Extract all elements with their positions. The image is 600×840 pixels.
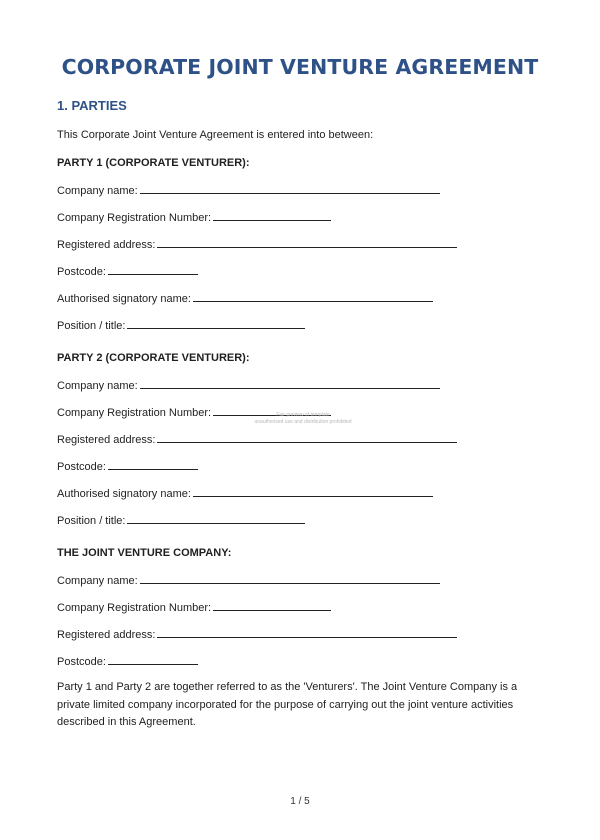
party2-address-row — [57, 432, 457, 447]
jv-registration-row — [57, 600, 331, 615]
party1-company-name-row — [57, 183, 440, 198]
company-name-blank[interactable] — [140, 183, 440, 194]
signatory-name-blank[interactable] — [193, 486, 433, 497]
watermark-text — [248, 412, 358, 426]
document-title: CORPORATE JOINT VENTURE AGREEMENT — [61, 55, 539, 79]
signatory-name-blank[interactable] — [193, 291, 433, 302]
position-title-blank[interactable] — [127, 513, 305, 524]
company-name-blank[interactable] — [140, 378, 440, 389]
jv-company-heading: THE JOINT VENTURE COMPANY: — [57, 547, 232, 559]
field-label: Position / title: — [57, 320, 126, 332]
jv-address-row — [57, 627, 457, 642]
registered-address-blank[interactable] — [157, 432, 457, 443]
section-heading-parties: 1. PARTIES — [57, 98, 127, 113]
field-label: Authorised signatory name: — [57, 293, 191, 305]
party2-signatory-row — [57, 486, 433, 501]
registered-address-blank[interactable] — [157, 627, 457, 638]
registered-address-blank[interactable] — [157, 237, 457, 248]
field-label: Registered address: — [57, 434, 156, 446]
postcode-blank[interactable] — [108, 459, 198, 470]
field-label: Company Registration Number: — [57, 212, 212, 224]
field-label: Position / title: — [57, 515, 126, 527]
postcode-blank[interactable] — [108, 654, 198, 665]
party2-position-row — [57, 513, 305, 528]
party2-heading: PARTY 2 (CORPORATE VENTURER): — [57, 352, 250, 364]
field-label: Company name: — [57, 380, 138, 392]
field-label: Postcode: — [57, 266, 106, 278]
party2-company-name-row — [57, 378, 440, 393]
registration-number-blank[interactable] — [213, 600, 331, 611]
field-label: Registered address: — [57, 629, 156, 641]
company-name-blank[interactable] — [140, 573, 440, 584]
page-number: 1 / 5 — [290, 796, 310, 807]
position-title-blank[interactable] — [127, 318, 305, 329]
postcode-blank[interactable] — [108, 264, 198, 275]
field-label: Postcode: — [57, 656, 106, 668]
field-label: Company name: — [57, 185, 138, 197]
registration-number-blank[interactable] — [213, 210, 331, 221]
field-label: Registered address: — [57, 239, 156, 251]
party1-signatory-row — [57, 291, 433, 306]
watermark-line: Fair preview of template — [276, 412, 330, 418]
party2-postcode-row — [57, 459, 198, 474]
intro-text: This Corporate Joint Venture Agreement is entered into between: — [57, 129, 374, 141]
field-label: Company Registration Number: — [57, 407, 212, 419]
jv-postcode-row — [57, 654, 198, 669]
field-label: Authorised signatory name: — [57, 488, 191, 500]
field-label: Postcode: — [57, 461, 106, 473]
jv-company-name-row — [57, 573, 440, 588]
party1-postcode-row — [57, 264, 198, 279]
closing-paragraph: Party 1 and Party 2 are together referred to as the 'Venturers'. The Joint Venture Company is a private limited company incorporated for the purpose of carrying out the joint venture activities described in this Agreement. — [57, 681, 518, 728]
party1-address-row — [57, 237, 457, 252]
party1-position-row — [57, 318, 305, 333]
field-label: Company name: — [57, 575, 138, 587]
party1-heading: PARTY 1 (CORPORATE VENTURER): — [57, 157, 250, 169]
party1-registration-row — [57, 210, 331, 225]
watermark-line: unauthorised use and distribution prohibited — [254, 419, 352, 425]
field-label: Company Registration Number: — [57, 602, 212, 614]
